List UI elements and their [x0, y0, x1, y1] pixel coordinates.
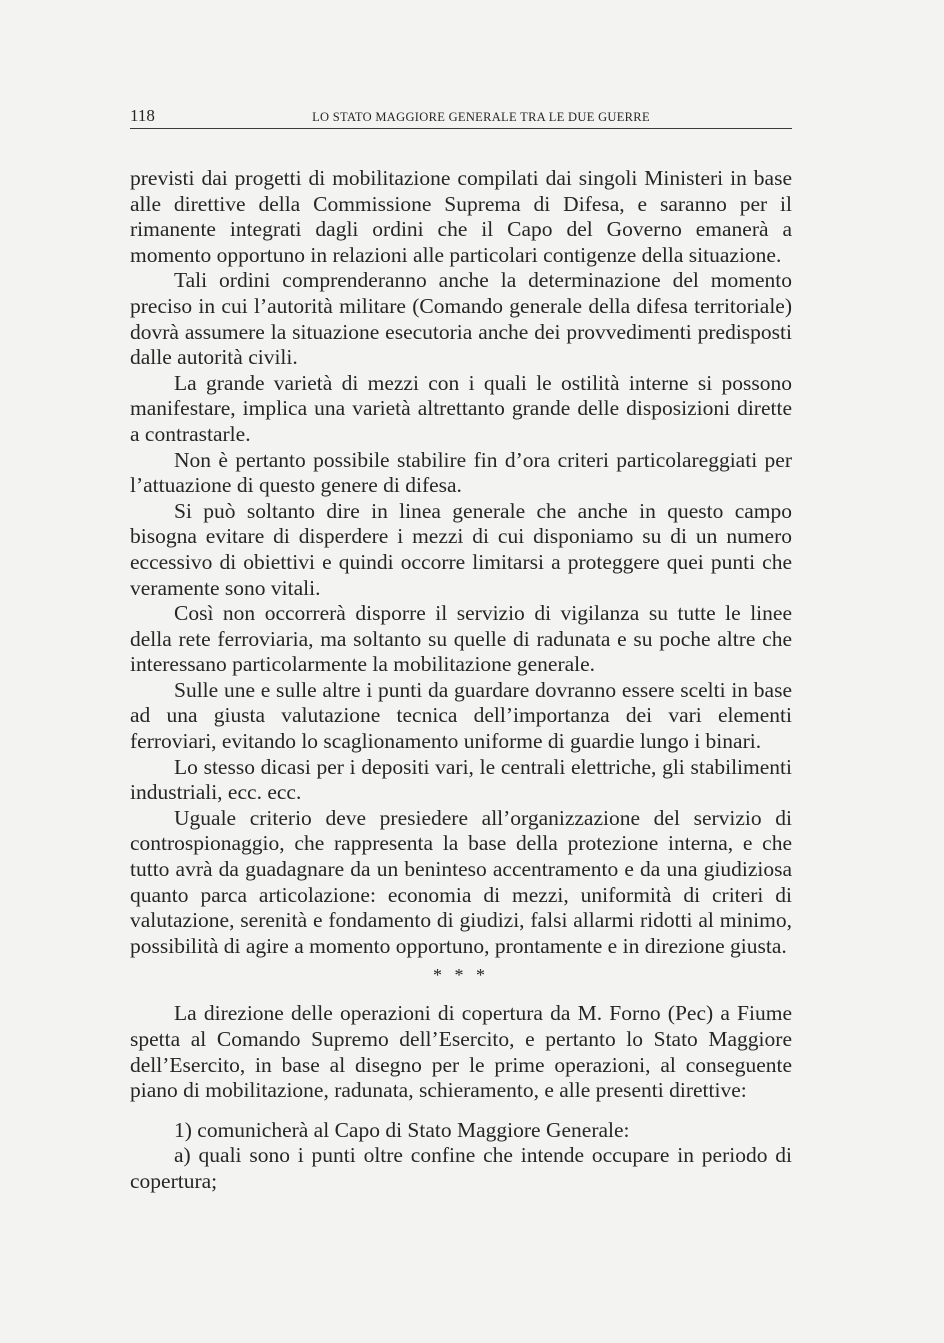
paragraph: Si può soltanto dire in linea generale che anche in questo campo bisogna evitare di disperdere i mezzi di cui disponiamo su di un numero eccessivo di obiettivi e quindi occorre limitarsi a proteggere quei punti che veramente sono vitali.	[130, 498, 792, 600]
section-separator: * * *	[433, 965, 489, 986]
running-title: LO STATO MAGGIORE GENERALE TRA LE DUE GUERRE	[312, 110, 650, 124]
page-header	[130, 106, 792, 129]
body-text	[130, 166, 792, 1195]
list-item-a: a) quali sono i punti oltre confine che intende occupare in periodo di copertura;	[130, 1143, 792, 1193]
paragraph: previsti dai progetti di mobilitazione compilati dai singoli Ministeri in base alle direttive della Commissione Suprema di Difesa, e saranno per il rimanente integrati dagli ordini che il Capo del Governo emanerà a momento opportuno in relazioni alle particolari contigenze della situazione.	[130, 166, 792, 267]
list-item-1: 1) comunicherà al Capo di Stato Maggiore Generale:	[174, 1117, 630, 1142]
paragraph: Uguale criterio deve presiedere all’organizzazione del servizio di controspionaggio, che rappresenta la base della protezione interna, e che tutto avrà da guadagnare da un beninteso accentramento e da una giudiziosa quanto parca articolazione: economia di mezzi, uniformità di criteri di valutazione, serenità e fondamento di giudizi, falsi allarmi ridotti al minimo, possibilità di agire a momento opportuno, prontamente e in direzione giusta.	[130, 805, 792, 958]
paragraph: La grande varietà di mezzi con i quali le ostilità interne si possono manifestare, implica una varietà altrettanto grande delle disposizioni dirette a contrastarle.	[130, 370, 792, 446]
paragraph: Non è pertanto possibile stabilire fin d’ora criteri particolareggiati per l’attuazione di questo genere di difesa.	[130, 447, 792, 498]
paragraph: Sulle une e sulle altre i punti da guardare dovranno essere scelti in base ad una giusta valutazione tecnica dell’importanza dei vari elementi ferroviari, evitando lo scaglionamento uniforme di guardie lungo i binari.	[130, 677, 792, 754]
section-intro-paragraph: La direzione delle operazioni di copertura da M. Forno (Pec) a Fiume spetta al Comando Supremo dell’Esercito, e pertanto lo Stato Maggiore dell’Esercito, in base al disegno per le prime operazioni, al conseguente piano di mobilitazione, radunata, schieramento, e alle presenti direttive:	[130, 1001, 792, 1103]
paragraph: Così non occorrerà disporre il servizio di vigilanza su tutte le linee della rete ferroviaria, ma soltanto su quelle di radunata e su poche altre che interessano particolarmente la mobilitazione generale.	[130, 601, 792, 677]
paragraph: Tali ordini comprenderanno anche la determinazione del momento preciso in cui l’autorità militare (Comando generale della difesa territoriale) dovrà assumere la situazione esecutoria anche dei provvedimenti predisposti dalle autorità civili.	[130, 268, 792, 370]
paragraph: Lo stesso dicasi per i depositi vari, le centrali elettriche, gli stabilimenti industriali, ecc. ecc.	[130, 754, 792, 805]
page-number: 118	[130, 106, 155, 125]
